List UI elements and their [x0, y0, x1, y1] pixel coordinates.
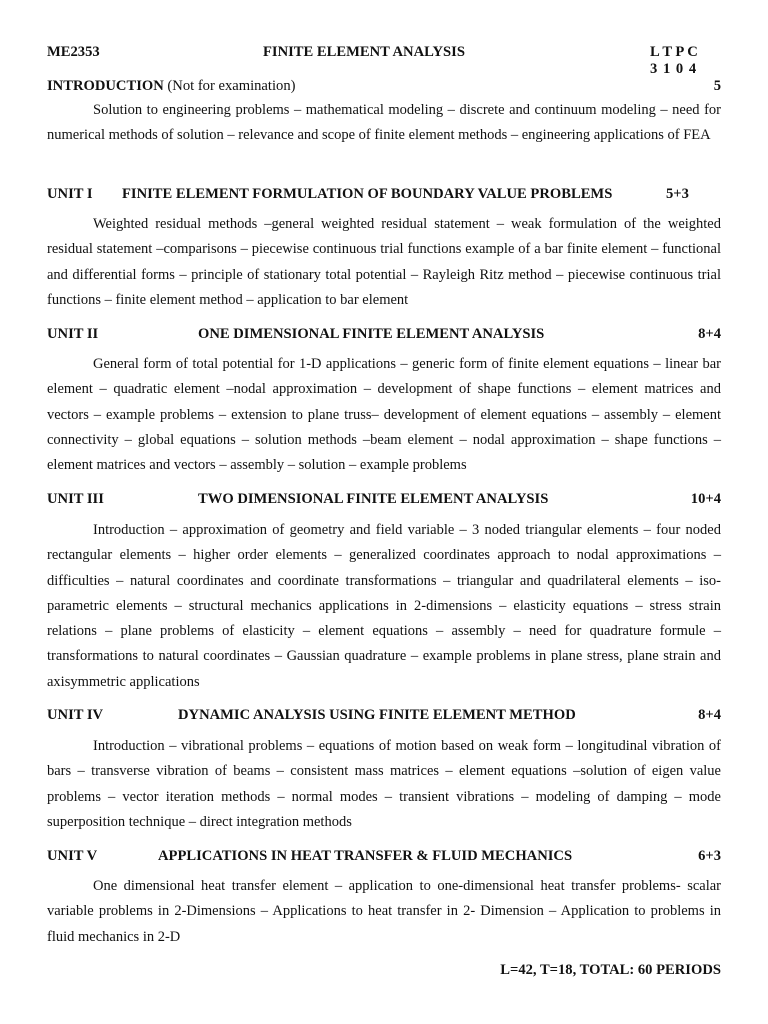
intro-heading — [47, 78, 295, 95]
unit-5-label: UNIT V — [47, 848, 98, 864]
course-title: FINITE ELEMENT ANALYSIS — [263, 44, 465, 60]
unit-1-hours: 5+3 — [666, 186, 689, 202]
unit-3-heading — [47, 491, 721, 511]
total-periods: L=42, T=18, TOTAL: 60 PERIODS — [500, 962, 721, 978]
unit-1-label: UNIT I — [47, 186, 93, 202]
unit-5-text: One dimensional heat transfer element – application to one-dimensional heat transfer problems- scalar variable problems in 2-Dimensions – Applications to heat transfer in 2- Dimension – Application to problems in fluid mechanics in 2-D — [47, 878, 721, 945]
intro-note: (Not for examination) — [163, 78, 296, 94]
unit-2-label: UNIT II — [47, 326, 99, 342]
unit-2-hours: 8+4 — [698, 326, 721, 342]
unit-3-hours: 10+4 — [690, 491, 721, 507]
unit-1-text: Weighted residual methods –general weighted residual statement – weak formulation of the weighted residual statement –comparisons – piecewise continuous trial functions example of a bar finite element – functional and differential forms – principle of stationary total potential – Rayleigh Ritz method – piecewise continuous trial functions – finite element method – application to bar element — [47, 216, 721, 308]
unit-4-heading — [47, 707, 721, 727]
unit-1-heading — [47, 186, 721, 206]
unit-2-title: ONE DIMENSIONAL FINITE ELEMENT ANALYSIS — [198, 326, 545, 342]
unit-3-label: UNIT III — [47, 491, 104, 507]
unit-2-heading — [47, 326, 721, 346]
unit-4-text: Introduction – vibrational problems – equations of motion based on weak form – longitudinal vibration of bars – transverse vibration of beams – consistent mass matrices – element equations –solution of eigen value problems – vector iteration methods – normal modes – transient vibrations – modeling of damping – mode superposition technique – direct integration methods — [47, 738, 721, 830]
unit-4-title: DYNAMIC ANALYSIS USING FINITE ELEMENT METHOD — [178, 707, 576, 723]
intro-hours: 5 — [713, 78, 721, 94]
unit-2-text: General form of total potential for 1-D applications – generic form of finite element equations – linear bar element – quadratic element –nodal approximation – development of shape functions – element matrices and vectors – example problems – extension to plane truss– development of element equations – assembly – element connectivity – global equations – solution methods –beam element – nodal approximation – shape functions – element matrices and vectors – assembly – solution – example problems — [47, 356, 721, 474]
unit-4-label: UNIT IV — [47, 707, 104, 723]
unit-5-heading — [47, 848, 721, 868]
unit-5-title: APPLICATIONS IN HEAT TRANSFER & FLUID MECHANICS — [158, 848, 573, 864]
unit-4-hours: 8+4 — [698, 707, 721, 723]
intro-text: Solution to engineering problems – mathematical modeling – discrete and continuum modeling – need for numerical methods of solution – relevance and scope of finite element methods – engineering applications of FEA — [47, 102, 721, 144]
unit-3-title: TWO DIMENSIONAL FINITE ELEMENT ANALYSIS — [198, 491, 549, 507]
ltpc-label: L T P C — [650, 44, 698, 60]
unit-3-text: Introduction – approximation of geometry and field variable – 3 noded triangular elements – four noded rectangular elements – higher order elements – generalized coordinates approach to nodal approximations – difficulties – natural coordinates and coordinate transformations – triangular and quadrilateral elements – iso-parametric elements – structural mechanics applications in 2-dimensions – elasticity equations – stress strain relations – plane problems of elasticity – element equations – assembly – need for quadrature formule – transformations to natural coordinates – Gaussian quadrature – example problems in plane stress, plane strain and axisymmetric applications — [47, 522, 721, 690]
intro-heading-row — [47, 78, 721, 98]
unit-1-title: FINITE ELEMENT FORMULATION OF BOUNDARY VALUE PROBLEMS — [122, 186, 613, 202]
course-code: ME2353 — [47, 44, 100, 60]
ltpc-values: 3 1 0 4 — [650, 61, 698, 77]
unit-5-hours: 6+3 — [698, 848, 721, 864]
intro-heading-label: INTRODUCTION — [47, 78, 164, 94]
